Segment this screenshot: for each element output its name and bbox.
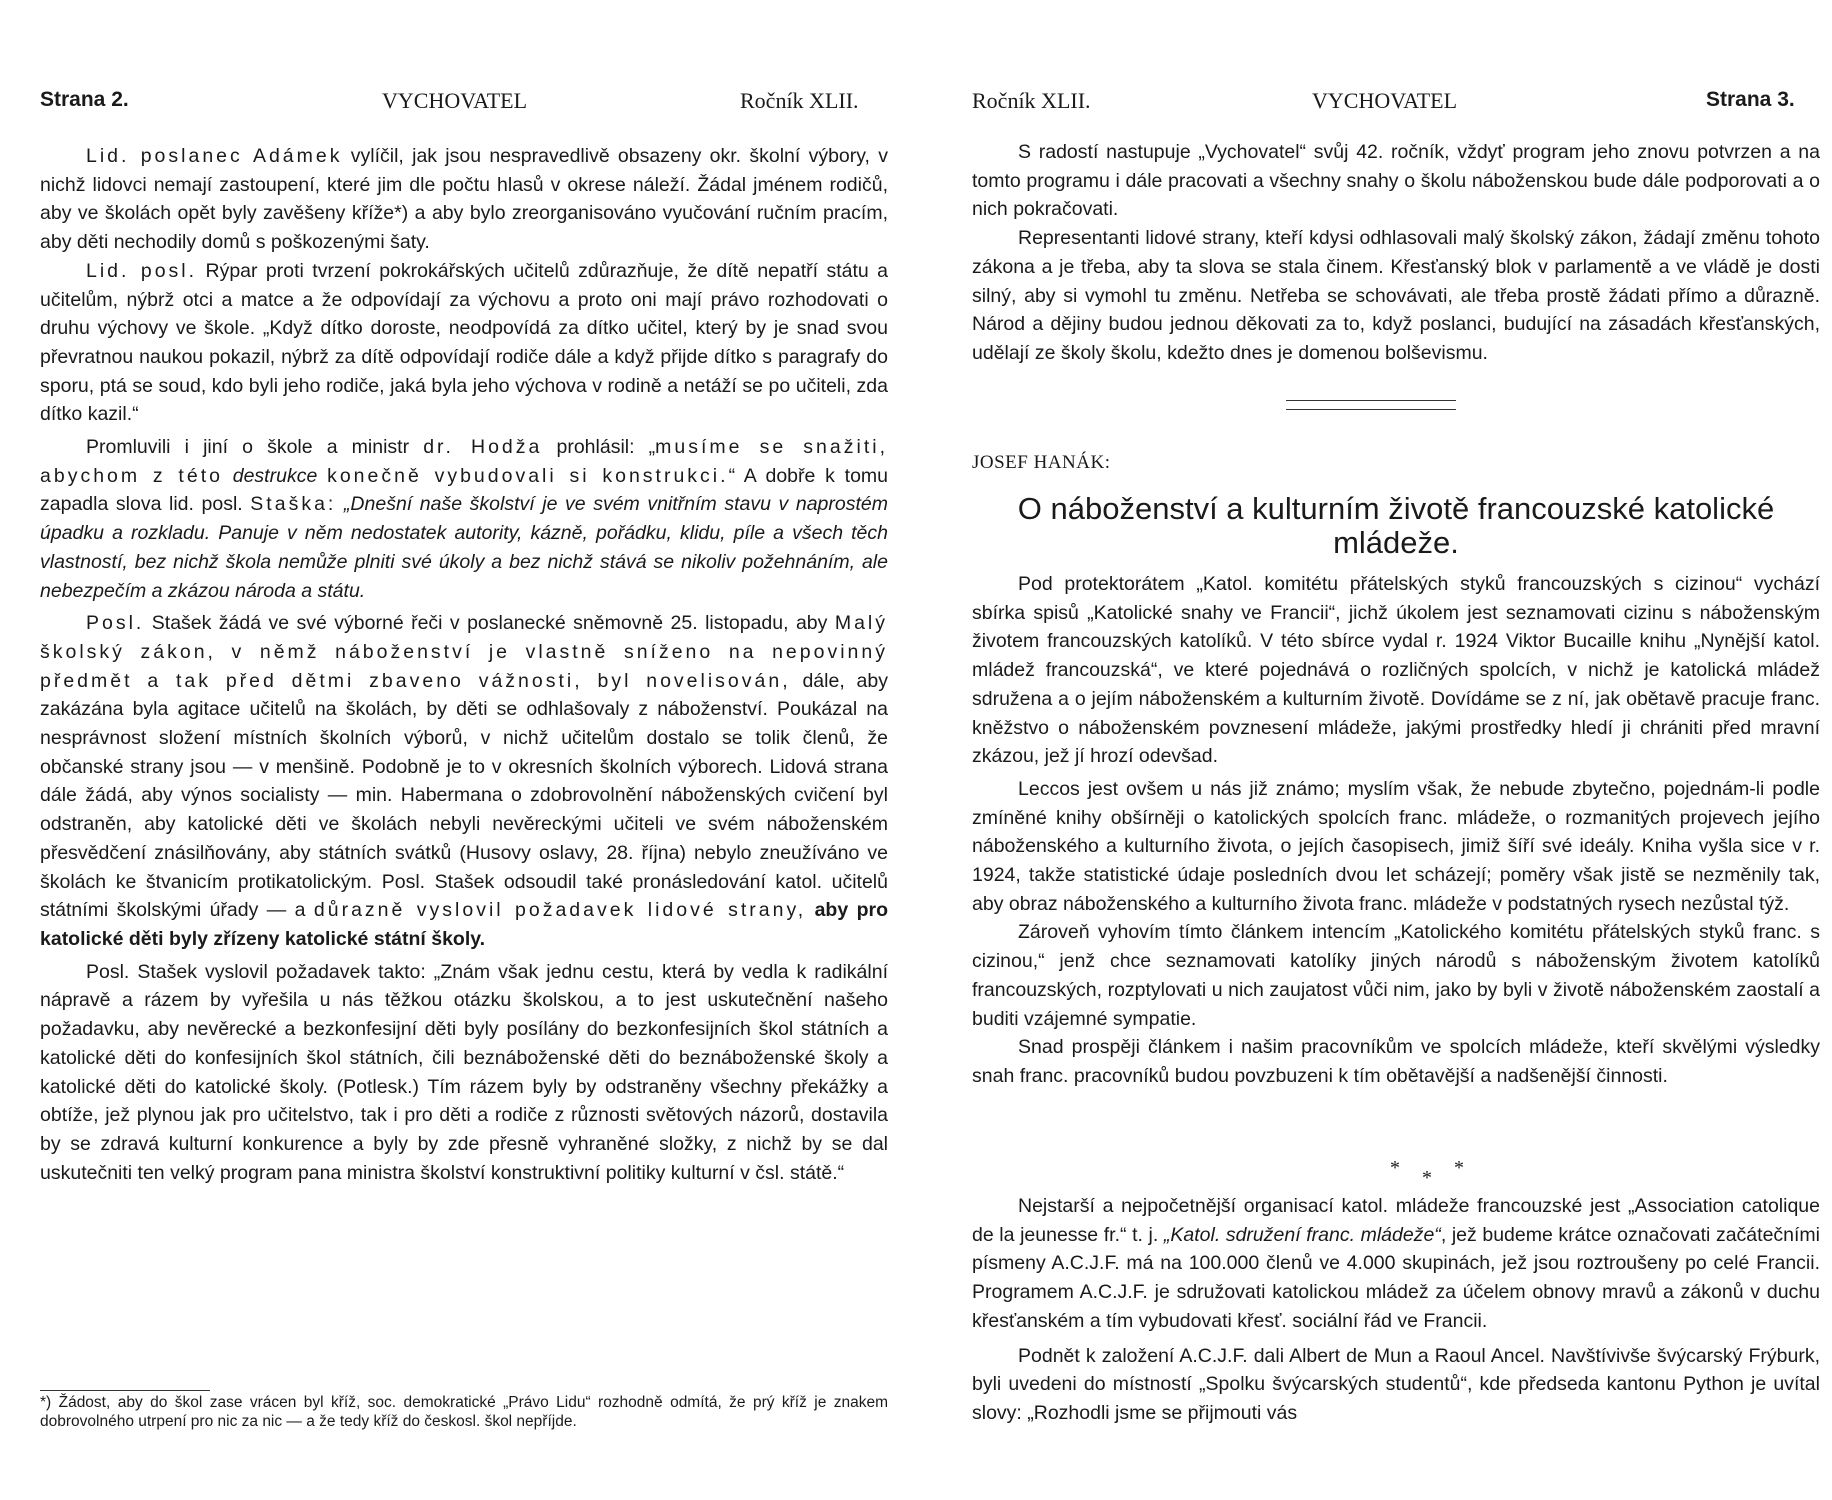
section-break-stars [972,1157,1820,1187]
volume-label: Ročník XLII. [972,88,1091,113]
article-title: O náboženství a kulturním životě francouzské katolické mládeže. [1017,491,1775,560]
paragraph [40,609,888,953]
star-glyph: * [1454,1157,1464,1179]
spaced-emphasis: Malý školský zákon, v němž náboženství je vlastně sníženo na nepovinný předmět a tak před dětmi zbaveno vážnosti, byl novelisován, [40,612,888,692]
paragraph-text: prohlásil: „ [542,436,656,459]
section-divider [1286,400,1456,410]
spaced-emphasis: důrazně vyslovil požadavek lidové strany, [313,899,807,922]
paragraph: Representanti lidové strany, kteří kdysi odhlasovali malý školský zákon, žádají změnu tohoto zákona a je třeba, aby ta slova se stala činem. Křesťanský blok v parlamentě a ve vládě je dosti silný, aby si vymohl tu změnu. Netřeba se schovávati, ale třeba prostě žádati přímo a důrazně. Národ a dějiny budou jednou děkovati za to, když poslanci, budující na zásadách křesťanských, udělají ze školy školu, kdežto dnes je domenou bolševismu. [972,227,1820,364]
paragraph-text: Posl. Stašek vyslovil požadavek takto: „Znám však jednu cestu, která by vedla k radikální nápravě a rázem by vyřešila u nás těžkou otázku školskou, a to jest uskutečnění našeho požadavku, aby nevěrecké a bezkonfesijní děti byly posílány do bezkonfesijních škol státních a katolické děti do konfesijních škol státních, čili beznáboženské děti do beznáboženské školy a katolické děti do katolické školy. (Potlesk.) Tím rázem byly by odstraněny všechny překážky a obtíže, jež plynou jak pro učitelstvo, tak i pro děti a rodiče z různosti světových názorů, dostavila by se zdravá kulturní konkurence a byly by zde přesně vyhraněné složky, z nichž by se dal uskutečniti ten velký program pana ministra školství konstruktivní politiky kulturní v čsl. státě.“ [40,960,888,1184]
bold-demand: aby pro katolické děti byly zřízeny katolické státní školy. [40,899,888,950]
paragraph-text: “ A dobře k tomu zapadla slova lid. posl. [40,464,888,516]
speaker-name: Posl. [86,612,145,635]
italic-emphasis: „Katol. sdružení franc. mládeže“ [1163,1223,1441,1246]
speaker-name: dr. Hodža [423,436,543,459]
paragraph-text: Rýpar proti tvrzení pokrokářských učitelů zdůrazňuje, že dítě nepatří státu a učitelům, nýbrž otci a matce a že odpovídají za výchovu a proto oni mají právo rozhodovati o druhu výchovy ve škole. „Když dítko doroste, neodpovídá za dítko učitel, který by je snad svou převratnou naukou pokazil, nýbrž za dítě odpovídají rodiče dále a když přijde dítko s paragrafy do sporu, ptá se soud, kdo byli jeho rodiče, jaká byla jeho výchova v rodině a netáží se po učiteli, zda dítko kazil.“ [40,259,888,426]
paragraph [40,433,888,605]
paragraph [972,1192,1820,1336]
paragraph: Snad prospěji článkem i našim pracovníkům ve spolcích mládeže, kteří skvělými výsledky snah franc. pracovníků budou povzbuzeni k tím obětavější a nadšenější činnosti. [972,1036,1820,1087]
paragraph-text: , jež budeme krátce označovati začátečními písmeny A.C.J.F. má na 100.000 členů ve 4.000 skupinách, jež jsou roztroušeny po celé Francii. Programem A.C.J.F. je sdružovati katolickou mládež za účelem obnovy mravů a zákonů v duchu křesťanském a tím vybudovati křesť. sociální řád ve Francii. [972,1223,1821,1332]
speaker-name: Staška: [250,493,337,516]
page-number-label: Strana 3. [1706,88,1795,111]
paragraph [40,958,888,1188]
speaker-name: Lid. posl. [86,259,198,282]
left-page-header [0,88,916,118]
star-glyph: * [1390,1157,1400,1179]
volume-label: Ročník XLII. [740,88,859,113]
right-page [916,0,1832,1500]
paragraph [40,257,888,429]
journal-title: VYCHOVATEL [1312,88,1458,113]
paragraph-text: Promluvili i jiní o škole a ministr [86,436,424,459]
italic-emphasis: destrukce [222,464,328,487]
paragraph: Zároveň vyhovím tímto článkem intencím „Katolického komitétu přátelských styků franc. s cizinou,“ jenž chce seznamovati katolíky jiných národů s náboženským životem katolíků francouzských, rozptylovati u nich zaujatost vůči nim, jako by byli v životě náboženském zaostalí a buditi vzájemné sympatie. [972,921,1820,1030]
right-text-column-bottom [972,1192,1820,1428]
paragraph: Pod protektorátem „Katol. komitétu přátelských styků francouzských s cizinou“ vychází sbírka spisů „Katolické snahy ve Francii“, jichž úkolem jest seznamovati cizinu s náboženským životem francouzských katolíků. V této sbírce vydal r. 1924 Viktor Bucaille knihu „Nynější katol. mládež francouzská“, ve které pojednává o rozličných spolcích, v nichž je katolická mládež sdružena a o jejím náboženském a kulturním životě. Dovídáme se z ní, jak obětavě pracuje franc. kněžstvo o náboženském povznesení mládeže, jakými prostředky hledí ji chrániti před mravní zkázou, jež jí hrozí odevšad. [972,573,1820,768]
paragraph-text: dále, aby zakázána byla agitace učitelů na školách, by děti se odhlašovaly z náboženství. Poukázal na nesprávnost složení místních školních výborů, v nichž učitelům dostalo se tolik členů, že občanské strany jsou — v menšině. Podobně je to v okresních školních výborech. Lidová strana dále žádá, aby výnos socialisty — min. Habermana o zdobrovolnění náboženských cvičení byl odstraněn, aby katolické děti ve školách nebyli nevěreckými učiteli ve svém náboženském přesvědčení znásilňovány, aby státních svátků (Husovy oslavy, 28. října) nebylo zneužíváno ve školách ke štvanicím protikatolickým. Posl. Stašek odsoudil také pronásledování katol. učitelů státními školskými úřady — a [40,669,888,922]
paragraph-text: Stašek žádá ve své výborné řeči v poslanecké sněmovně 25. listopadu, aby [144,612,835,635]
paragraph-text: Nejstarší a nejpočetnější organisací katol. mládeže francouzské jest „Association catolique de la jeunesse fr.“ t. j. [972,1195,1820,1246]
paragraph: S radostí nastupuje „Vychovatel“ svůj 42. ročník, vždyť program jeho znovu potvrzen a na tomto programu i dále pracovati a všechny snahy o školu náboženskou bude dále podporovati a o nich pokračovati. [972,141,1820,221]
spaced-emphasis: konečně vybudovali si konstrukci. [327,464,729,487]
footnote-rule [40,1390,210,1391]
italic-quote: „Dnešní naše školství je ve svém vnitřním stavu v naprostém úpadku a rozkladu. Panuje v něm nedostatek autority, kázně, pořádku, klidu, píle a všech těch vlastností, bez nichž škola nemůže plniti své úkoly a bez nichž stává se nikoliv požehnáním, ale nebezpečím a zkázou národa a státu. [40,493,888,602]
left-text-column [40,142,888,1187]
paragraph: Podnět k založení A.C.J.F. dali Albert de Mun a Raoul Ancel. Navštívivše švýcarský Frýburk, byli uvedeni do místností „Spolku švýcarských studentů“, kde předseda kantonu Python je uvítal slovy: „Rozhodli jsme se přijmouti vás [972,1344,1820,1424]
paragraph-text: vylíčil, jak jsou nespravedlivě obsazeny okr. školní výbory, v nichž lidovci nemají zastoupení, které jim dle počtu hlasů v okrese náleží. Žádal jménem rodičů, aby ve školách opět byly zavěšeny kříže*) a aby bylo zreorganisováno vyučování ručním pracím, aby děti nechodily domů s poškozenými šaty. [40,145,888,254]
journal-title: VYCHOVATEL [382,88,528,113]
page-number-label: Strana 2. [40,88,129,111]
speaker-name: Lid. poslanec Adámek [86,145,343,167]
right-text-column-article [972,570,1820,1091]
footnote: *) Žádost, aby do škol zase vrácen byl kříž, soc. demokratické „Právo Lidu“ rozhodně odmítá, že prý kříž je znakem dobrovolného utrpení pro nic za nic — a že tedy kříž do českosl. škol nepříjde. [40,1394,888,1430]
right-page-header [916,88,1832,118]
paragraph [40,142,888,257]
star-glyph: * [1422,1167,1432,1189]
spaced-emphasis: musíme se snažiti, abychom z této [40,436,888,487]
right-text-column-top [972,138,1820,368]
paragraph: Leccos jest ovšem u nás již známo; myslím však, že nebude zbytečno, pojednám-li podle zmíněné knihy obšírněji o katolických spolcích franc. mládeže, o rozmanitých projevech jejího náboženského a kulturního života, o jejích časopisech, jimiž šíří své ideály. Kniha vyšla sice v r. 1924, takže statistické údaje posledních dvou let scházejí; poměry však jistě se nezměnily tak, aby obraz náboženského a kulturního života franc. mládeže v podstatných rysech nezůstal týž. [972,777,1820,915]
article-author: JOSEF HANÁK: [972,452,1111,473]
